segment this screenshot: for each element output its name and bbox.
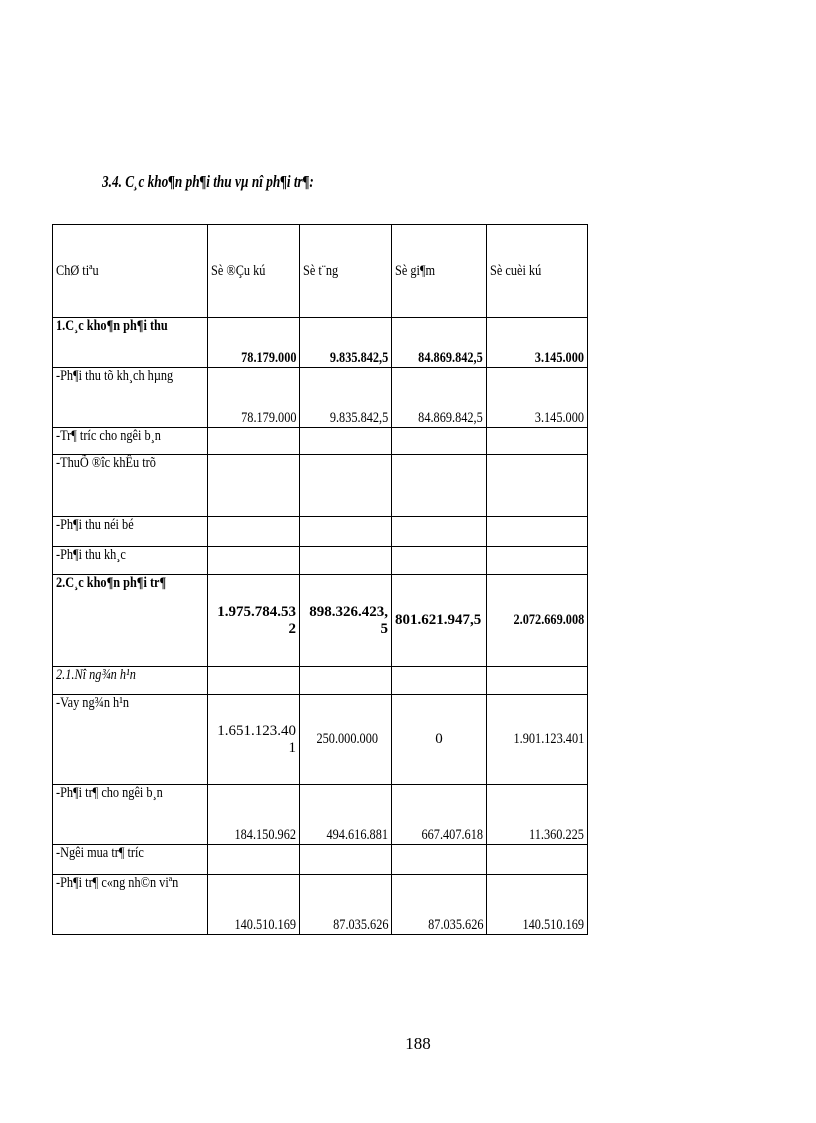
row-value — [392, 455, 487, 517]
page-number: 188 — [405, 1034, 431, 1053]
row-value: 140.510.169 — [208, 875, 300, 935]
header-cell-closing: Sè cuèi kú — [487, 225, 588, 318]
row-label: -Ph¶i tr¶ cho ngêi b¸n — [53, 785, 208, 845]
row-value — [300, 667, 392, 695]
row-value: 1.651.123.401 — [208, 695, 300, 785]
row-label: -Vay ng¾n h¹n — [53, 695, 208, 785]
row-value — [208, 428, 300, 455]
table-row — [53, 875, 588, 935]
row-value: 84.869.842,5 — [392, 318, 487, 368]
table-row — [53, 695, 588, 785]
row-value — [208, 547, 300, 575]
row-label: -Tr¶ tríc cho ngêi b¸n — [53, 428, 208, 455]
row-value — [208, 455, 300, 517]
row-value: 1.901.123.401 — [487, 695, 588, 785]
row-value — [392, 547, 487, 575]
row-value — [392, 667, 487, 695]
row-value: 9.835.842,5 — [300, 368, 392, 428]
header-cell-increase: Sè t¨ng — [300, 225, 392, 318]
row-value — [487, 455, 588, 517]
table-row — [53, 455, 588, 517]
row-value — [487, 845, 588, 875]
row-label: -Ph¶i thu tõ kh¸ch hµng — [53, 368, 208, 428]
row-value: 78.179.000 — [208, 318, 300, 368]
table-row — [53, 575, 588, 667]
table-row — [53, 547, 588, 575]
row-label: -Ph¶i tr¶ c«ng nh©n viªn — [53, 875, 208, 935]
row-value: 250.000.000 — [300, 695, 392, 785]
table-row — [53, 785, 588, 845]
row-value: 898.326.423,5 — [300, 575, 392, 667]
row-value: 87.035.626 — [392, 875, 487, 935]
row-label: -ThuÕ ®îc khÊu trõ — [53, 455, 208, 517]
row-value: 494.616.881 — [300, 785, 392, 845]
row-value: 3.145.000 — [487, 368, 588, 428]
row-value: 3.145.000 — [487, 318, 588, 368]
row-value — [208, 667, 300, 695]
receivables-payables-table — [52, 224, 588, 935]
row-label: 1.C¸c kho¶n ph¶i thu — [53, 318, 208, 368]
row-value: 667.407.618 — [392, 785, 487, 845]
row-value — [487, 428, 588, 455]
row-value — [300, 428, 392, 455]
row-label: -Ph¶i thu néi bé — [53, 517, 208, 547]
row-value — [487, 517, 588, 547]
row-label: 2.1.Nî ng¾n h¹n — [53, 667, 208, 695]
table-row — [53, 428, 588, 455]
row-value — [300, 517, 392, 547]
row-value: 0 — [392, 695, 487, 785]
row-label: -Ph¶i thu kh¸c — [53, 547, 208, 575]
table-row — [53, 667, 588, 695]
row-value: 801.621.947,5 — [392, 575, 487, 667]
row-value: 78.179.000 — [208, 368, 300, 428]
row-value — [392, 428, 487, 455]
row-value: 87.035.626 — [300, 875, 392, 935]
header-row — [53, 225, 588, 318]
row-value: 140.510.169 — [487, 875, 588, 935]
row-value — [300, 455, 392, 517]
row-value — [392, 845, 487, 875]
header-cell-decrease: Sè gi¶m — [392, 225, 487, 318]
header-cell-opening: Sè ®Çu kú — [208, 225, 300, 318]
table-row — [53, 368, 588, 428]
table-row — [53, 517, 588, 547]
row-value: 11.360.225 — [487, 785, 588, 845]
row-value: 184.150.962 — [208, 785, 300, 845]
row-value — [300, 547, 392, 575]
row-value — [392, 517, 487, 547]
row-value — [300, 845, 392, 875]
row-value — [487, 547, 588, 575]
row-value — [208, 845, 300, 875]
row-label: 2.C¸c kho¶n ph¶i tr¶ — [53, 575, 208, 667]
row-value — [208, 517, 300, 547]
table-row — [53, 318, 588, 368]
section-title: 3.4. C¸c kho¶n ph¶i thu vµ nî ph¶i tr¶: — [102, 172, 314, 191]
row-label: -Ngêi mua tr¶ tríc — [53, 845, 208, 875]
row-value: 1.975.784.532 — [208, 575, 300, 667]
row-value — [487, 667, 588, 695]
row-value: 84.869.842,5 — [392, 368, 487, 428]
row-value: 9.835.842,5 — [300, 318, 392, 368]
header-cell-indicator: ChØ tiªu — [53, 225, 208, 318]
table-row — [53, 845, 588, 875]
row-value: 2.072.669.008 — [487, 575, 588, 667]
